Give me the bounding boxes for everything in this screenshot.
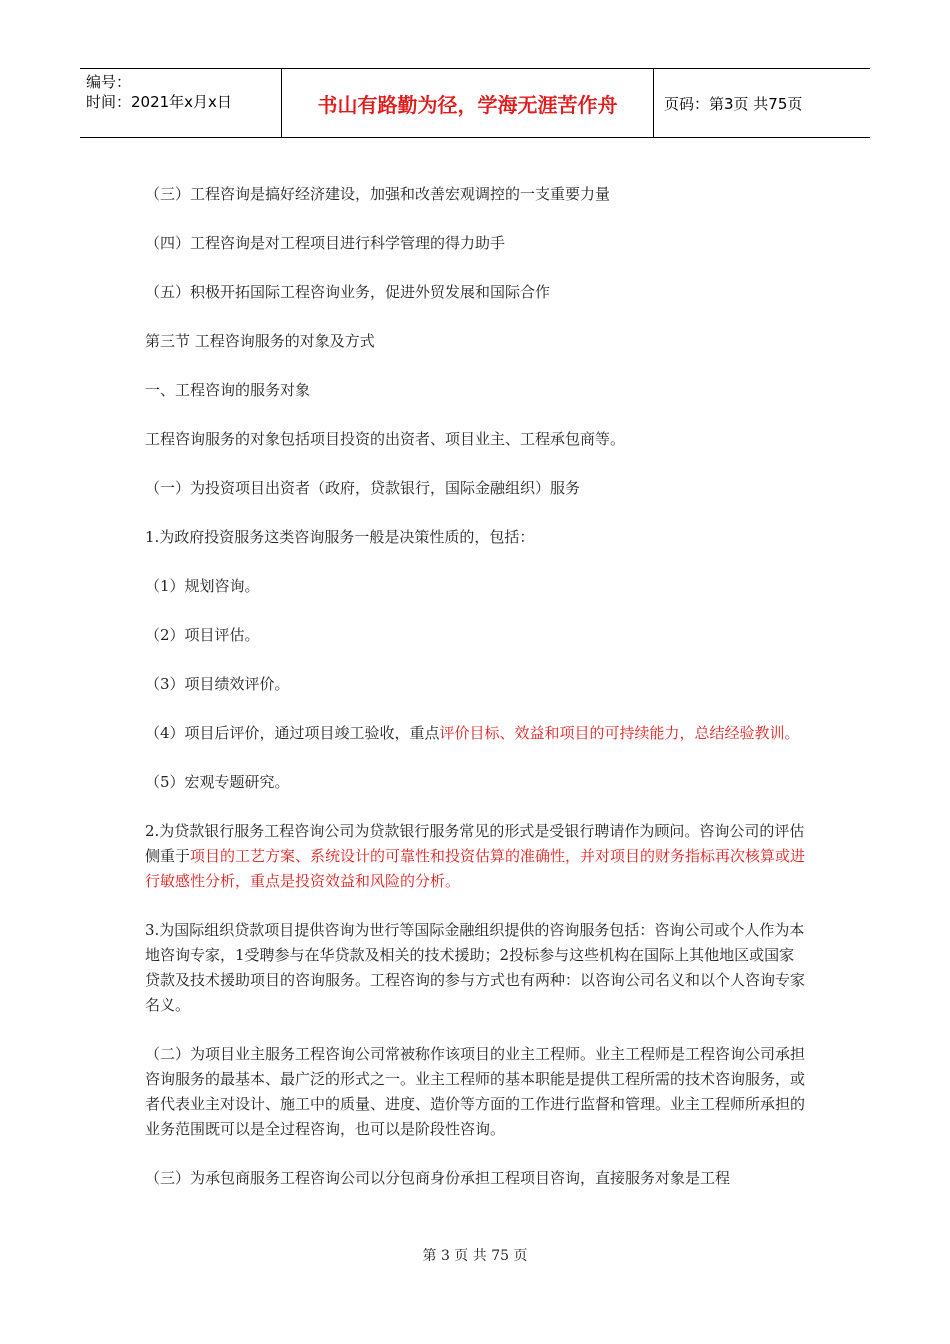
page-footer: 第 3 页 共 75 页 — [422, 1248, 528, 1264]
paragraph-text: 2.为贷款银行服务工程咨询公司为贷款银行服务常见的形式是受银行聘请作为顾问。咨询公司的评估侧重于 — [145, 822, 805, 865]
body-paragraph — [145, 280, 807, 305]
header-page-info: 页码：第3页 共75页 — [664, 94, 803, 113]
body-paragraph — [145, 231, 807, 256]
paragraph-text: 第三节 工程咨询服务的对象及方式 — [145, 332, 375, 350]
body-paragraph — [145, 574, 807, 599]
body-paragraph — [145, 476, 807, 501]
paragraph-text: 1.为政府投资服务这类咨询服务一般是决策性质的，包括： — [145, 528, 535, 546]
document-number-label: 编号： — [86, 73, 132, 91]
document-body — [145, 182, 807, 1215]
header-motto: 书山有路勤为径，学海无涯苦作舟 — [282, 69, 654, 137]
highlighted-text: 评价目标、效益和项目的可持续能力，总结经验教训。 — [439, 724, 800, 742]
body-paragraph — [145, 1166, 807, 1191]
document-time-label: 时间：2021年x月x日 — [86, 93, 232, 111]
paragraph-text: （3）项目绩效评价。 — [145, 675, 290, 693]
body-paragraph — [145, 672, 807, 697]
body-paragraph — [145, 525, 807, 550]
paragraph-text: （三）为承包商服务工程咨询公司以分包商身份承担工程项目咨询，直接服务对象是工程 — [145, 1169, 731, 1187]
body-paragraph — [145, 721, 807, 746]
body-paragraph — [145, 918, 807, 1018]
body-paragraph — [145, 1042, 807, 1142]
paragraph-text: （1）规划咨询。 — [145, 577, 260, 595]
paragraph-text: （二）为项目业主服务工程咨询公司常被称作该项目的业主工程师。业主工程师是工程咨询公司承担咨询服务的最基本、最广泛的形式之一。业主工程师的基本职能是提供工程所需的技术咨询服务，或者代表业主对设计、施工中的质量、进度、造价等方面的工作进行监督和管理。业主工程师所承担的业务范围既可以是全过程咨询，也可以是阶段性咨询。 — [145, 1045, 806, 1138]
paragraph-text: （四）工程咨询是对工程项目进行科学管理的得力助手 — [145, 234, 506, 252]
paragraph-text: 工程咨询服务的对象包括项目投资的出资者、项目业主、工程承包商等。 — [145, 430, 626, 448]
paragraph-text: （一）为投资项目出资者（政府，贷款银行，国际金融组织）服务 — [145, 479, 581, 497]
body-paragraph — [145, 770, 807, 795]
body-paragraph — [145, 378, 807, 403]
body-paragraph — [145, 623, 807, 648]
body-paragraph — [145, 182, 807, 207]
body-paragraph — [145, 819, 807, 894]
paragraph-text: （三）工程咨询是搞好经济建设，加强和改善宏观调控的一支重要力量 — [145, 185, 611, 203]
body-paragraph — [145, 329, 807, 354]
header-meta — [80, 69, 282, 137]
highlighted-text: 项目的工艺方案、系统设计的可靠性和投资估算的准确性，并对项目的财务指标再次核算或进行敏感性分析，重点是投资效益和风险的分析。 — [145, 847, 806, 890]
paragraph-text: （5）宏观专题研究。 — [145, 773, 290, 791]
paragraph-text: 3.为国际组织贷款项目提供咨询为世行等国际金融组织提供的咨询服务包括：咨询公司或个人作为本地咨询专家，1受聘参与在华贷款及相关的技术援助；2投标参与这些机构在国际上其他地区或国家贷款及技术援助项目的咨询服务。工程咨询的参与方式也有两种：以咨询公司名义和以个人咨询专家名义。 — [145, 921, 806, 1014]
body-paragraph — [145, 427, 807, 452]
paragraph-text: （2）项目评估。 — [145, 626, 260, 644]
paragraph-text: 一、工程咨询的服务对象 — [145, 381, 311, 399]
page-header — [80, 68, 870, 138]
paragraph-text: （4）项目后评价，通过项目竣工验收，重点 — [145, 724, 440, 742]
paragraph-text: （五）积极开拓国际工程咨询业务，促进外贸发展和国际合作 — [145, 283, 551, 301]
